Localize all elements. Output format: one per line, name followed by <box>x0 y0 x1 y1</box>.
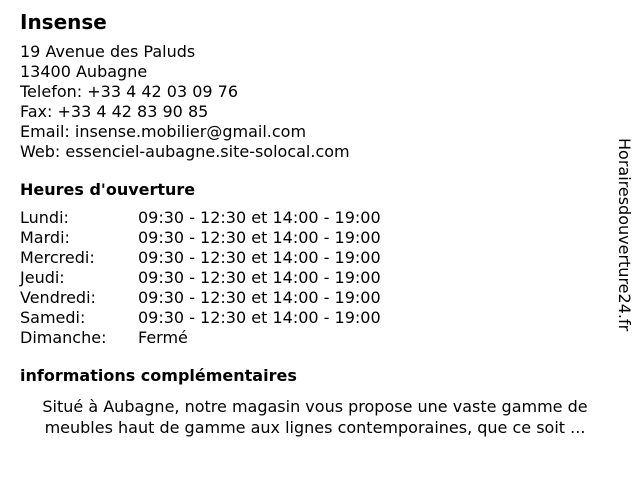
hours-day-label: Samedi: <box>20 308 86 327</box>
hours-heading: Heures d'ouverture <box>20 180 196 199</box>
info-heading: informations complémentaires <box>20 366 297 385</box>
hours-time-value: 09:30 - 12:30 et 14:00 - 19:00 <box>138 268 381 287</box>
hours-time-value: 09:30 - 12:30 et 14:00 - 19:00 <box>138 308 381 327</box>
hours-time-value: 09:30 - 12:30 et 14:00 - 19:00 <box>138 228 381 247</box>
hours-time-value: 09:30 - 12:30 et 14:00 - 19:00 <box>138 248 381 267</box>
business-name: Insense <box>20 10 107 34</box>
hours-row-friday <box>20 288 610 308</box>
hours-day-label: Jeudi: <box>20 268 65 287</box>
side-brand-label: Horairesdouverture24.fr <box>615 138 634 332</box>
hours-row-sunday <box>20 328 610 348</box>
hours-day-label: Vendredi: <box>20 288 96 307</box>
hours-time-value: 09:30 - 12:30 et 14:00 - 19:00 <box>138 288 381 307</box>
hours-day-label: Dimanche: <box>20 328 107 347</box>
business-card <box>20 8 610 438</box>
fax-number: Fax: +33 4 42 83 90 85 <box>20 102 209 121</box>
website-address: Web: essenciel-aubagne.site-solocal.com <box>20 142 350 161</box>
email-address: Email: insense.mobilier@gmail.com <box>20 122 307 141</box>
hours-time-value: 09:30 - 12:30 et 14:00 - 19:00 <box>138 208 381 227</box>
hours-row-saturday <box>20 308 610 328</box>
hours-row-wednesday <box>20 248 610 268</box>
info-description <box>20 396 610 438</box>
phone-number: Telefon: +33 4 42 03 09 76 <box>20 82 239 101</box>
hours-time-value: Fermé <box>138 328 188 347</box>
hours-day-label: Mercredi: <box>20 248 95 267</box>
address-line-2: 13400 Aubagne <box>20 62 148 81</box>
hours-table <box>20 208 610 348</box>
hours-row-tuesday <box>20 228 610 248</box>
hours-row-monday <box>20 208 610 228</box>
hours-day-label: Mardi: <box>20 228 70 247</box>
hours-row-thursday <box>20 268 610 288</box>
hours-day-label: Lundi: <box>20 208 69 227</box>
address-line-1: 19 Avenue des Paluds <box>20 42 196 61</box>
info-description-line-2: meubles haut de gamme aux lignes contemporaines, que ce soit ... <box>44 418 586 437</box>
info-description-line-1: Situé à Aubagne, notre magasin vous propose une vaste gamme de <box>42 397 588 416</box>
